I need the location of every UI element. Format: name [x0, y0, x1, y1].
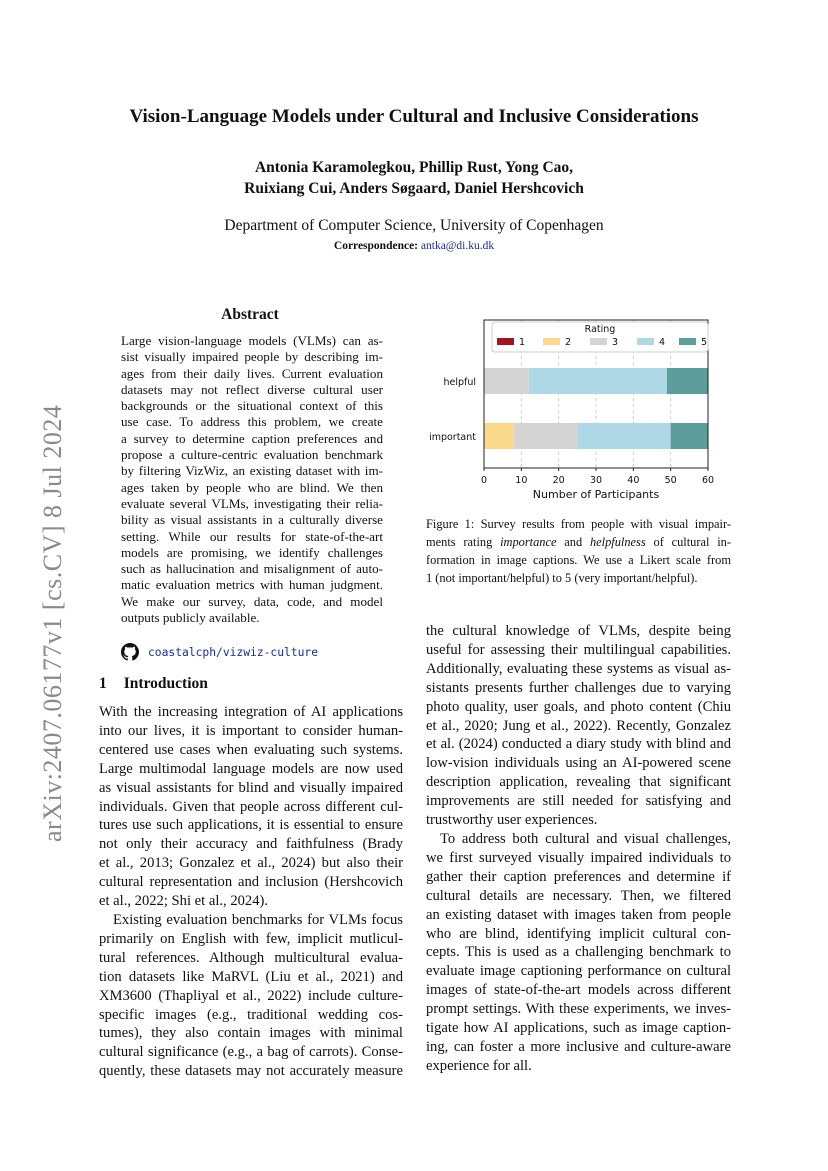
legend-title: Rating [584, 324, 616, 335]
github-icon [121, 643, 139, 661]
text-line: trustworthy user experiences. [426, 812, 598, 829]
x-axis-label: Number of Participants [532, 488, 660, 501]
section-title: Introduction [123, 675, 208, 692]
text-line: To address both cultural and visual challenges, [440, 830, 731, 847]
x-tick-label: 20 [552, 475, 565, 486]
x-tick-label: 30 [589, 475, 603, 486]
legend-label: 4 [659, 337, 666, 348]
section-heading-introduction [99, 675, 208, 693]
legend-label: 5 [701, 337, 708, 348]
text-line: backgrounds or the situational context of this [121, 398, 383, 414]
legend-label: 2 [565, 337, 572, 348]
bar-segment [514, 423, 577, 449]
abstract-heading: Abstract [221, 306, 279, 323]
text-line: individuals. Given that people across different cul- [99, 798, 403, 815]
text-line: gather their caption preferences and determine if [426, 868, 731, 885]
text-line: cepts. This is used as a challenging benchmark to [426, 944, 731, 961]
text-line: sist visually impaired people by describing im- [121, 349, 383, 365]
text-line: et al., 2013; Gonzalez et al., 2024) but also their [99, 855, 403, 872]
text-line: sistants presents further challenges due to varying [426, 679, 731, 696]
github-repo-text[interactable]: coastalcph/vizwiz-culture [148, 645, 319, 659]
text-line: tion datasets like MaRVL (Liu et al., 2021) and [99, 968, 403, 985]
github-repo-link[interactable] [121, 643, 318, 661]
text-line: et al. (2024) conducted a diary study with blind and [426, 736, 731, 753]
text-line: cultural significance (e.g., a bag of carrots). Conse- [99, 1044, 403, 1061]
bar-segment [667, 368, 708, 394]
bar-segment [671, 423, 708, 449]
abstract-body [121, 333, 383, 626]
legend-swatch [679, 338, 696, 345]
x-tick-label: 0 [480, 475, 488, 486]
text-line: With the increasing integration of AI applications [99, 704, 403, 720]
bar-segment [577, 423, 670, 449]
correspondence-label: Correspondence: [333, 240, 419, 252]
author-list [0, 157, 828, 199]
text-line: et al., 2022; Shi et al., 2024). [99, 893, 269, 910]
text-line: cultural details are necessary. Then, we filtered [426, 887, 731, 904]
correspondence-email-link[interactable]: antka@di.ku.dk [420, 240, 495, 252]
text-line: evaluate several VLMs, investigating their relia- [121, 495, 383, 511]
text-line: Large multimodal language models are now used [99, 760, 403, 777]
legend-swatch [590, 338, 607, 345]
paper-title: Vision-Language Models under Cultural and Inclusive Considerations [129, 106, 699, 127]
bar-segment [484, 423, 514, 449]
text-line: not only their accuracy and faithfulness (Brady [99, 836, 403, 853]
x-tick-label: 50 [664, 475, 677, 486]
text-line: Existing evaluation benchmarks for VLMs focus [113, 911, 403, 928]
text-line: tumes), they also contain images with minimal [99, 1025, 403, 1042]
text-line: a survey to determine caption preferences and [121, 430, 383, 446]
text-line: matic evaluation metrics with human judgment. [121, 577, 383, 593]
text-line: models are promising, we identify challenges [121, 544, 383, 560]
text-line: Figure 1: Survey results from people with visual impair- [426, 517, 731, 531]
authors-line-1: Antonia Karamolegkou, Phillip Rust, Yong Cao, [254, 159, 574, 176]
text-line: low-vision individuals using an AI-powered scene [426, 755, 731, 772]
text-line: bility as visual assistants in a culturally diverse [121, 512, 383, 528]
text-line: et al., 2020; Jung et al., 2022). Recently, Gonzalez [426, 717, 731, 734]
text-line: tural references. Although multicultural evalua- [99, 949, 403, 966]
text-line: an existing dataset with images taken from people [426, 906, 731, 923]
bar-segment [529, 368, 667, 394]
text-line: images of state-of-the-art models across different [426, 982, 731, 999]
text-line: prompt settings. With these experiments, we inves- [426, 1001, 731, 1018]
correspondence [0, 240, 828, 252]
text-line: quently, these datasets may not accurately measure [99, 1063, 403, 1080]
text-line: evaluate image captioning performance on cultural [426, 963, 731, 980]
section-number: 1 [99, 675, 107, 692]
y-tick-label: helpful [443, 377, 476, 388]
text-line: photo quality, user goals, and photo content (Chiu [426, 698, 731, 715]
text-line: 1 (not important/helpful) to 5 (very important/helpful). [426, 570, 698, 585]
text-line: ing, can foster a more inclusive and culture-aware [426, 1038, 731, 1055]
text-line: improvements are still needed for satisfying and [426, 793, 731, 810]
text-line: useful for assessing their multilingual capabilities. [426, 641, 731, 658]
text-line: we first surveyed visually impaired individuals to [426, 849, 731, 866]
text-line: description application, revealing that significant [426, 774, 731, 791]
text-line: the cultural knowledge of VLMs, despite being [426, 623, 731, 639]
x-tick-label: 40 [627, 475, 640, 486]
legend-swatch [637, 338, 654, 345]
text-line: who are blind, identifying implicit cultural con- [426, 925, 731, 942]
figure-1-caption [426, 516, 731, 588]
x-tick-label: 60 [701, 475, 715, 486]
text-line: by filtering VizWiz, an existing dataset with im- [121, 463, 383, 479]
authors-line-2: Ruixiang Cui, Anders Søgaard, Daniel Hershcovich [244, 180, 584, 197]
text-line: ages taken by people who are blind. We then [121, 479, 383, 495]
text-line: experience for all. [426, 1057, 532, 1074]
text-line: tures use such applications, it is essential to ensure [99, 817, 403, 834]
legend-swatch [543, 338, 560, 345]
arxiv-stamp: arXiv:2407.06177v1 [cs.CV] 8 Jul 2024 [38, 404, 67, 842]
text-line: as visual assistants for blind and visually impaired [99, 779, 403, 796]
text-line: cultural representation and inclusion (Hershcovich [99, 874, 403, 891]
text-line: Large vision-language models (VLMs) can as- [121, 333, 383, 348]
text-line: XM3600 (Thapliyal et al., 2022) include culture- [99, 987, 403, 1004]
text-line: We make our survey, data, code, and model [121, 593, 383, 609]
text-line: into our lives, it is important to consider human- [99, 722, 403, 739]
text-line: propose a culture-centric evaluation benchmark [121, 447, 383, 463]
text-line: outputs publicly available. [121, 610, 260, 626]
x-tick-label: 10 [515, 475, 528, 486]
text-line: primarily on English with few, implicit mutlicul- [99, 930, 403, 947]
text-line: Additionally, evaluating these systems as visual as- [426, 660, 731, 677]
text-line: tigate how AI applications, such as image caption- [426, 1020, 731, 1037]
figure-1-chart [420, 316, 720, 506]
text-line: ments rating importance and helpfulness of cultural in- [426, 534, 731, 549]
text-line: datasets may not reflect diverse cultural user [121, 381, 383, 397]
intro-left-column [99, 703, 403, 1081]
text-line: such as hallucination and misalignment of auto- [121, 561, 383, 577]
text-line: ages from their daily lives. Current evaluation [121, 365, 383, 381]
text-line: use case. To address this problem, we create [121, 414, 383, 430]
text-line: formation in image captions. We use a Likert scale from [426, 552, 731, 567]
legend-label: 1 [519, 337, 526, 348]
text-line: setting. While our results for state-of-the-art [121, 528, 383, 544]
text-line: centered use cases when evaluating such systems. [99, 741, 403, 758]
intro-right-column [426, 622, 731, 1076]
affiliation: Department of Computer Science, University of Copenhagen [224, 217, 604, 234]
bar-segment [484, 368, 529, 394]
legend-swatch [497, 338, 514, 345]
y-tick-label: important [429, 432, 476, 443]
text-line: specific images (e.g., traditional wedding cos- [99, 1006, 403, 1023]
legend-label: 3 [612, 337, 619, 348]
